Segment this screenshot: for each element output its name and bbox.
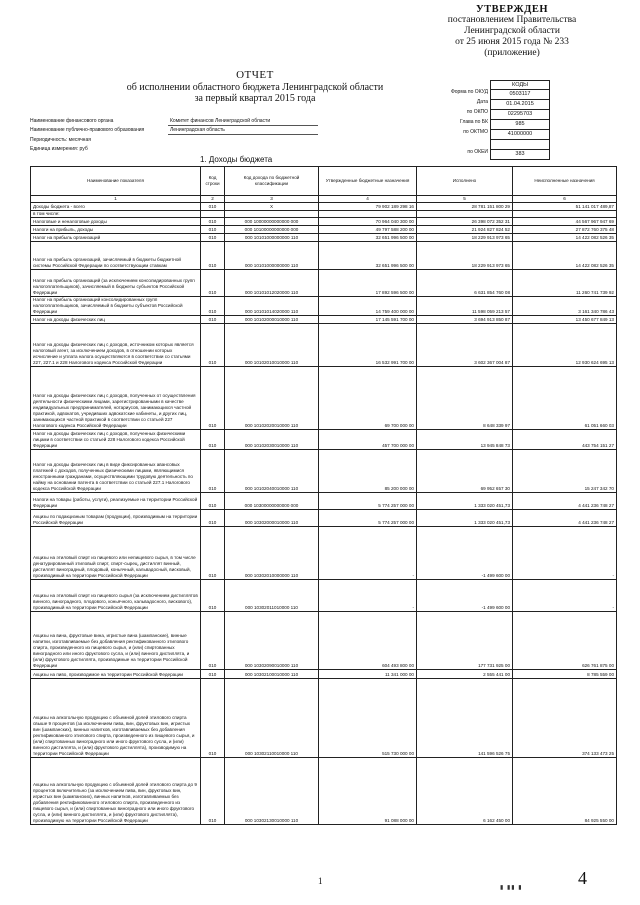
table-row (31, 612, 617, 670)
cell-name: Акцизы на вина, фруктовые вина, игристые вина (шампанские), винные напитки, изготавливаемые без добавления ректификованного этилового спирта, произведенного из пищевого сырья, и (или) спиртованных виноградного или иного фруктового сусла, и (или) винного дистиллята, и (или) фруктового дистиллята, производимые на территории Российской Федерации (31, 612, 201, 670)
cell-name: Налоги на прибыль, доходы (31, 226, 201, 234)
cell-kbk: 000 10101012020000 110 (225, 270, 319, 297)
code-label: по ОКПО (466, 109, 488, 115)
cell-kbk: 000 10302011010000 110 (225, 580, 319, 612)
cell-unexecuted: 11 260 741 739 92 (513, 270, 617, 297)
cell-code: 010 (201, 430, 225, 450)
cell-approved: 85 200 000 00 (319, 450, 417, 493)
meta-label: Периодичность: месячная (30, 137, 91, 143)
meta-underline (168, 134, 318, 135)
cell-name: Налог на прибыль организаций (31, 234, 201, 242)
report-title (120, 70, 390, 105)
cell-unexecuted: 51 141 017 489,87 (513, 203, 617, 211)
scan-marks: ▮ ▮▮ ▮ (500, 885, 523, 891)
cell-kbk: 000 10302000010000 110 (225, 510, 319, 527)
meta-label: Единица измерения: руб (30, 146, 88, 152)
table-row (31, 450, 617, 493)
cell-approved: 32 651 996 500 00 (319, 242, 417, 270)
cell-kbk: 000 10101000000000 110 (225, 242, 319, 270)
cell-code: 010 (201, 226, 225, 234)
cell-executed: 13 945 848 73 (417, 430, 513, 450)
cell-kbk: 000 10302010000000 110 (225, 527, 319, 580)
report-period: за первый квартал 2015 года (194, 93, 316, 104)
cell-executed: 21 924 827 824 52 (417, 226, 513, 234)
cell-approved: 17 892 596 500 00 (319, 270, 417, 297)
cell-name: Акцизы на этиловый спирт из пищевого или непищевого сырья, в том числе денатурированный этиловый спирт, спирт-сырец, дистиллят винный, дистиллят виноградный, плодовый, коньячный, кальвадосный, висковый, производимый на территории Российской Федерации (31, 527, 201, 580)
cell-unexecuted: 3 161 340 786 43 (513, 297, 617, 316)
table-row (31, 324, 617, 367)
cell-executed: 18 229 913 973 65 (417, 242, 513, 270)
cell-kbk: 000 10300000000000 000 (225, 493, 319, 510)
cell-unexecuted: 443 754 151 27 (513, 430, 617, 450)
column-header: Неисполненные назначения (513, 167, 617, 196)
cell-name: Налог на прибыль организаций консолидированных групп налогоплательщиков, зачисляемый в бюджеты субъектов Российской Федерации (31, 297, 201, 316)
column-number: 1 (31, 196, 201, 203)
cell-kbk: 000 10302090010000 110 (225, 612, 319, 670)
cell-name: Налог на доходы физических лиц с доходов, источником которых является налоговый агент, за исключением доходов, в отношении которых исчисление и уплата налога осуществляются в соответствии со статьями 227, 227.1 и 228 Налогового кодекса Российской Федерации (31, 324, 201, 367)
cell-unexecuted: 84 925 550 00 (513, 758, 617, 825)
report-subtitle: об исполнении областного бюджета Ленинградской области (126, 81, 384, 93)
cell-executed: 1 333 020 451,73 (417, 510, 513, 527)
cell-code: 010 (201, 510, 225, 527)
cell-approved: 17 145 591 700 00 (319, 316, 417, 324)
cell-code: 010 (201, 203, 225, 211)
report-heading: ОТЧЕТ (236, 69, 274, 81)
cell-executed: 8 648 339 97 (417, 367, 513, 430)
table-header-row (31, 167, 617, 196)
column-header: Код строки (201, 167, 225, 196)
cell-code: 010 (201, 218, 225, 226)
cell-unexecuted: 44 567 967 947 69 (513, 218, 617, 226)
code-value: 01.04.2015 (490, 100, 550, 110)
cell-unexecuted: 626 761 875 00 (513, 612, 617, 670)
cell-code: 010 (201, 234, 225, 242)
cell-code (201, 211, 225, 218)
cell-code: 010 (201, 527, 225, 580)
column-number: 6 (513, 196, 617, 203)
table-row (31, 234, 617, 242)
table-row (31, 580, 617, 612)
table-row (31, 430, 617, 450)
column-number: 3 (225, 196, 319, 203)
cell-name: Доходы бюджета - всего (31, 203, 201, 211)
cell-name: в том числе: (31, 211, 201, 218)
table-row (31, 493, 617, 510)
meta-value: Комитет финансов Ленинградской области (170, 118, 271, 124)
cell-approved: 70 964 040 300 00 (319, 218, 417, 226)
cell-code: 010 (201, 580, 225, 612)
cell-kbk: 000 10302130010000 110 (225, 758, 319, 825)
cell-unexecuted: 374 133 473 25 (513, 679, 617, 758)
cell-executed: 141 596 526 75 (417, 679, 513, 758)
cell-executed: 177 731 925 00 (417, 612, 513, 670)
cell-unexecuted: 14 422 082 526 35 (513, 234, 617, 242)
table-row (31, 242, 617, 270)
approval-line: постановлением Правительства (447, 15, 577, 25)
cell-kbk: 000 10302110010000 110 (225, 679, 319, 758)
code-value: 02295703 (490, 110, 550, 120)
cell-approved: 16 532 991 700 00 (319, 324, 417, 367)
codes-header: КОДЫ (490, 80, 550, 90)
table-row (31, 367, 617, 430)
cell-approved: 5 774 257 000 00 (319, 493, 417, 510)
cell-unexecuted (513, 211, 617, 218)
code-label: Глава по БК (460, 119, 488, 125)
cell-kbk: 000 10302100010000 110 (225, 670, 319, 679)
cell-executed: 6 162 450 00 (417, 758, 513, 825)
cell-executed: -1 499 600 00 (417, 580, 513, 612)
table-row (31, 758, 617, 825)
code-label: по ОКЕИ (467, 149, 488, 155)
cell-code: 010 (201, 242, 225, 270)
cell-name: Налог на прибыль организаций (за исключением консолидированных групп налогоплательщиков), зачисляемый в бюджеты субъектов Российской Федерации (31, 270, 201, 297)
column-header: Наименование показателя (31, 167, 201, 196)
cell-unexecuted: 4 441 236 748 27 (513, 493, 617, 510)
table-row (31, 218, 617, 226)
cell-kbk (225, 211, 319, 218)
cell-code: 010 (201, 670, 225, 679)
cell-unexecuted: 4 441 236 748 27 (513, 510, 617, 527)
cell-code: 010 (201, 758, 225, 825)
table-row (31, 510, 617, 527)
cell-code: 010 (201, 612, 225, 670)
cell-kbk: 000 10102010010000 110 (225, 324, 319, 367)
cell-approved (319, 211, 417, 218)
table-row (31, 316, 617, 324)
table-row (31, 679, 617, 758)
code-value: 383 (490, 150, 550, 160)
cell-executed: 18 229 913 973 65 (417, 234, 513, 242)
cell-approved: - (319, 527, 417, 580)
cell-unexecuted: 61 051 660 03 (513, 367, 617, 430)
income-table (30, 166, 617, 825)
cell-unexecuted: 27 872 760 375 48 (513, 226, 617, 234)
column-number: 4 (319, 196, 417, 203)
cell-kbk: 000 10102000010000 110 (225, 316, 319, 324)
cell-code: 010 (201, 679, 225, 758)
approval-line: Ленинградской области (464, 26, 560, 36)
cell-name: Налог на доходы физических лиц с доходов, полученных от осуществления деятельности физическими лицами, зарегистрированными в качестве индивидуальных предпринимателей, нотариусов, занимающихся частной практикой, адвокатов, учредивших адвокатские кабинеты, и других лиц, занимающихся частной практикой в соответствии со статьей 227 Налогового кодекса Российской Федерации (31, 367, 201, 430)
cell-approved: 11 341 000 00 (319, 670, 417, 679)
cell-code: 010 (201, 367, 225, 430)
column-number: 5 (417, 196, 513, 203)
code-value: 41000000 (490, 130, 550, 140)
column-header: Утвержденные бюджетные назначения (319, 167, 417, 196)
cell-name: Акцизы на этиловый спирт из пищевого сырья (за исключением дистиллятов винного, виноградного, плодового, коньячного, кальвадосного, вискового), производимый на территории Российской Федерации (31, 580, 201, 612)
table-row (31, 203, 617, 211)
cell-approved: 5 774 257 000 00 (319, 510, 417, 527)
cell-kbk: X (225, 203, 319, 211)
cell-name: Налог на доходы физических лиц (31, 316, 201, 324)
cell-unexecuted: 13 450 677 849 13 (513, 316, 617, 324)
page-number: 1 (318, 876, 323, 886)
cell-name: Налоговые и неналоговые доходы (31, 218, 201, 226)
table-row (31, 297, 617, 316)
code-value (490, 140, 550, 150)
cell-code: 010 (201, 316, 225, 324)
code-label: Форма по ОКУД (450, 89, 488, 95)
cell-executed: 1 333 020 451,73 (417, 493, 513, 510)
cell-executed: -1 499 600 00 (417, 527, 513, 580)
table-row (31, 670, 617, 679)
approval-line: (приложение) (484, 48, 540, 58)
meta-label: Наименование публично-правового образования (30, 127, 145, 133)
table-row (31, 270, 617, 297)
cell-kbk: 000 10101014020000 110 (225, 297, 319, 316)
cell-name: Акцизы на алкогольную продукцию с объемной долей этилового спирта до 9 процентов включительно (за исключением пива, вин, фруктовых вин, игристых вин (шампанских), винных напитков, изготавливаемых без добавления ректификованного этилового спирта, произведенного из пищевого сырья, и (или) спиртованных виноградного или иного фруктового сусла, и (или) винного дистиллята, и (или) фруктового дистиллята), производимую на территории Российской Федерации (31, 758, 201, 825)
cell-approved: 79 902 189 298 16 (319, 203, 417, 211)
cell-kbk: 000 10000000000000 000 (225, 218, 319, 226)
cell-executed: 28 781 151 800 29 (417, 203, 513, 211)
cell-approved: 91 088 000 00 (319, 758, 417, 825)
code-label: Дата (476, 99, 488, 105)
code-label: по ОКТМО (463, 129, 488, 135)
cell-name: Акцизы на алкогольную продукцию с объемной долей этилового спирта свыше 9 процентов (за исключением пива, вин, фруктовых вин, игристых вин (шампанских), винных напитков, изготавливаемых без добавления ректификованного этилового спирта, произведенного из пищевого сырья, и (или) спиртованных виноградного или иного фруктового сусла, и (или) винного дистиллята, и (или) фруктового дистиллята), производимую на территории Российской Федерации (31, 679, 201, 758)
cell-unexecuted: 12 930 624 695 13 (513, 324, 617, 367)
cell-executed: 26 398 072 352 31 (417, 218, 513, 226)
table-row (31, 211, 617, 218)
cell-executed (417, 211, 513, 218)
cell-kbk: 000 10102020010000 110 (225, 367, 319, 430)
cell-executed: 11 598 059 213 57 (417, 297, 513, 316)
column-number: 2 (201, 196, 225, 203)
table-row (31, 527, 617, 580)
meta-underline (168, 125, 318, 126)
code-value: 985 (490, 120, 550, 130)
cell-approved: 457 700 000 00 (319, 430, 417, 450)
cell-unexecuted: - (513, 580, 617, 612)
code-value: 0503117 (490, 90, 550, 100)
cell-unexecuted: 8 785 559 00 (513, 670, 617, 679)
column-header: Код дохода по бюджетной классификации (225, 167, 319, 196)
table-row (31, 226, 617, 234)
cell-approved: 604 493 800 00 (319, 612, 417, 670)
cell-approved: - (319, 580, 417, 612)
cell-code: 010 (201, 493, 225, 510)
column-header: Исполнено (417, 167, 513, 196)
cell-kbk: 000 10101000000000 110 (225, 234, 319, 242)
section-title: 1. Доходы бюджета (200, 155, 273, 164)
cell-name: Налоги на товары (работы, услуги), реализуемые на территории Российской Федерации (31, 493, 201, 510)
cell-unexecuted: 15 247 342 70 (513, 450, 617, 493)
cell-approved: 14 759 400 000 00 (319, 297, 417, 316)
cell-unexecuted: 14 422 082 526 35 (513, 242, 617, 270)
meta-label: Наименование финансового органа (30, 118, 114, 124)
cell-executed: 6 631 854 760 08 (417, 270, 513, 297)
meta-value: Ленинградская область (170, 127, 225, 133)
cell-name: Акцизы на пиво, производимое на территории Российской Федерации (31, 670, 201, 679)
cell-kbk: 000 10102040010000 110 (225, 450, 319, 493)
cell-executed: 2 555 441 00 (417, 670, 513, 679)
cell-name: Налог на доходы физических лиц в виде фиксированных авансовых платежей с доходов, полученных физическими лицами, являющимися иностранными гражданами, осуществляющими трудовую деятельность по найму на основании патента в соответствии со статьей 227.1 Налогового кодекса Российской Федерации (31, 450, 201, 493)
cell-code: 010 (201, 450, 225, 493)
approval-block (442, 4, 582, 59)
cell-code: 010 (201, 297, 225, 316)
cell-kbk: 000 10102030010000 110 (225, 430, 319, 450)
cell-code: 010 (201, 324, 225, 367)
cell-unexecuted: - (513, 527, 617, 580)
approval-line: от 25 июня 2015 года № 233 (455, 37, 569, 47)
cell-kbk: 000 10100000000000 000 (225, 226, 319, 234)
handwritten-page-mark: 4 (578, 868, 587, 888)
cell-approved: 69 700 000 00 (319, 367, 417, 430)
cell-name: Акцизы по подакцизным товарам (продукции), производимым на территории Российской Федерации (31, 510, 201, 527)
cell-executed: 3 694 913 850 87 (417, 316, 513, 324)
cell-name: Налог на прибыль организаций, зачисляемый в бюджеты бюджетной системы Российской Федерации по соответствующим ставкам (31, 242, 201, 270)
column-number-row (31, 196, 617, 203)
cell-code: 010 (201, 270, 225, 297)
cell-executed: 69 952 657 30 (417, 450, 513, 493)
cell-approved: 515 730 000 00 (319, 679, 417, 758)
cell-executed: 3 602 367 004 87 (417, 324, 513, 367)
cell-approved: 49 797 588 200 00 (319, 226, 417, 234)
approval-title: УТВЕРЖДЕН (475, 4, 549, 15)
cell-approved: 32 651 996 500 00 (319, 234, 417, 242)
codes-box (490, 80, 550, 160)
cell-name: Налог на доходы физических лиц с доходов, полученных физическими лицами в соответствии со статьей 228 Налогового кодекса Российской Федерации (31, 430, 201, 450)
